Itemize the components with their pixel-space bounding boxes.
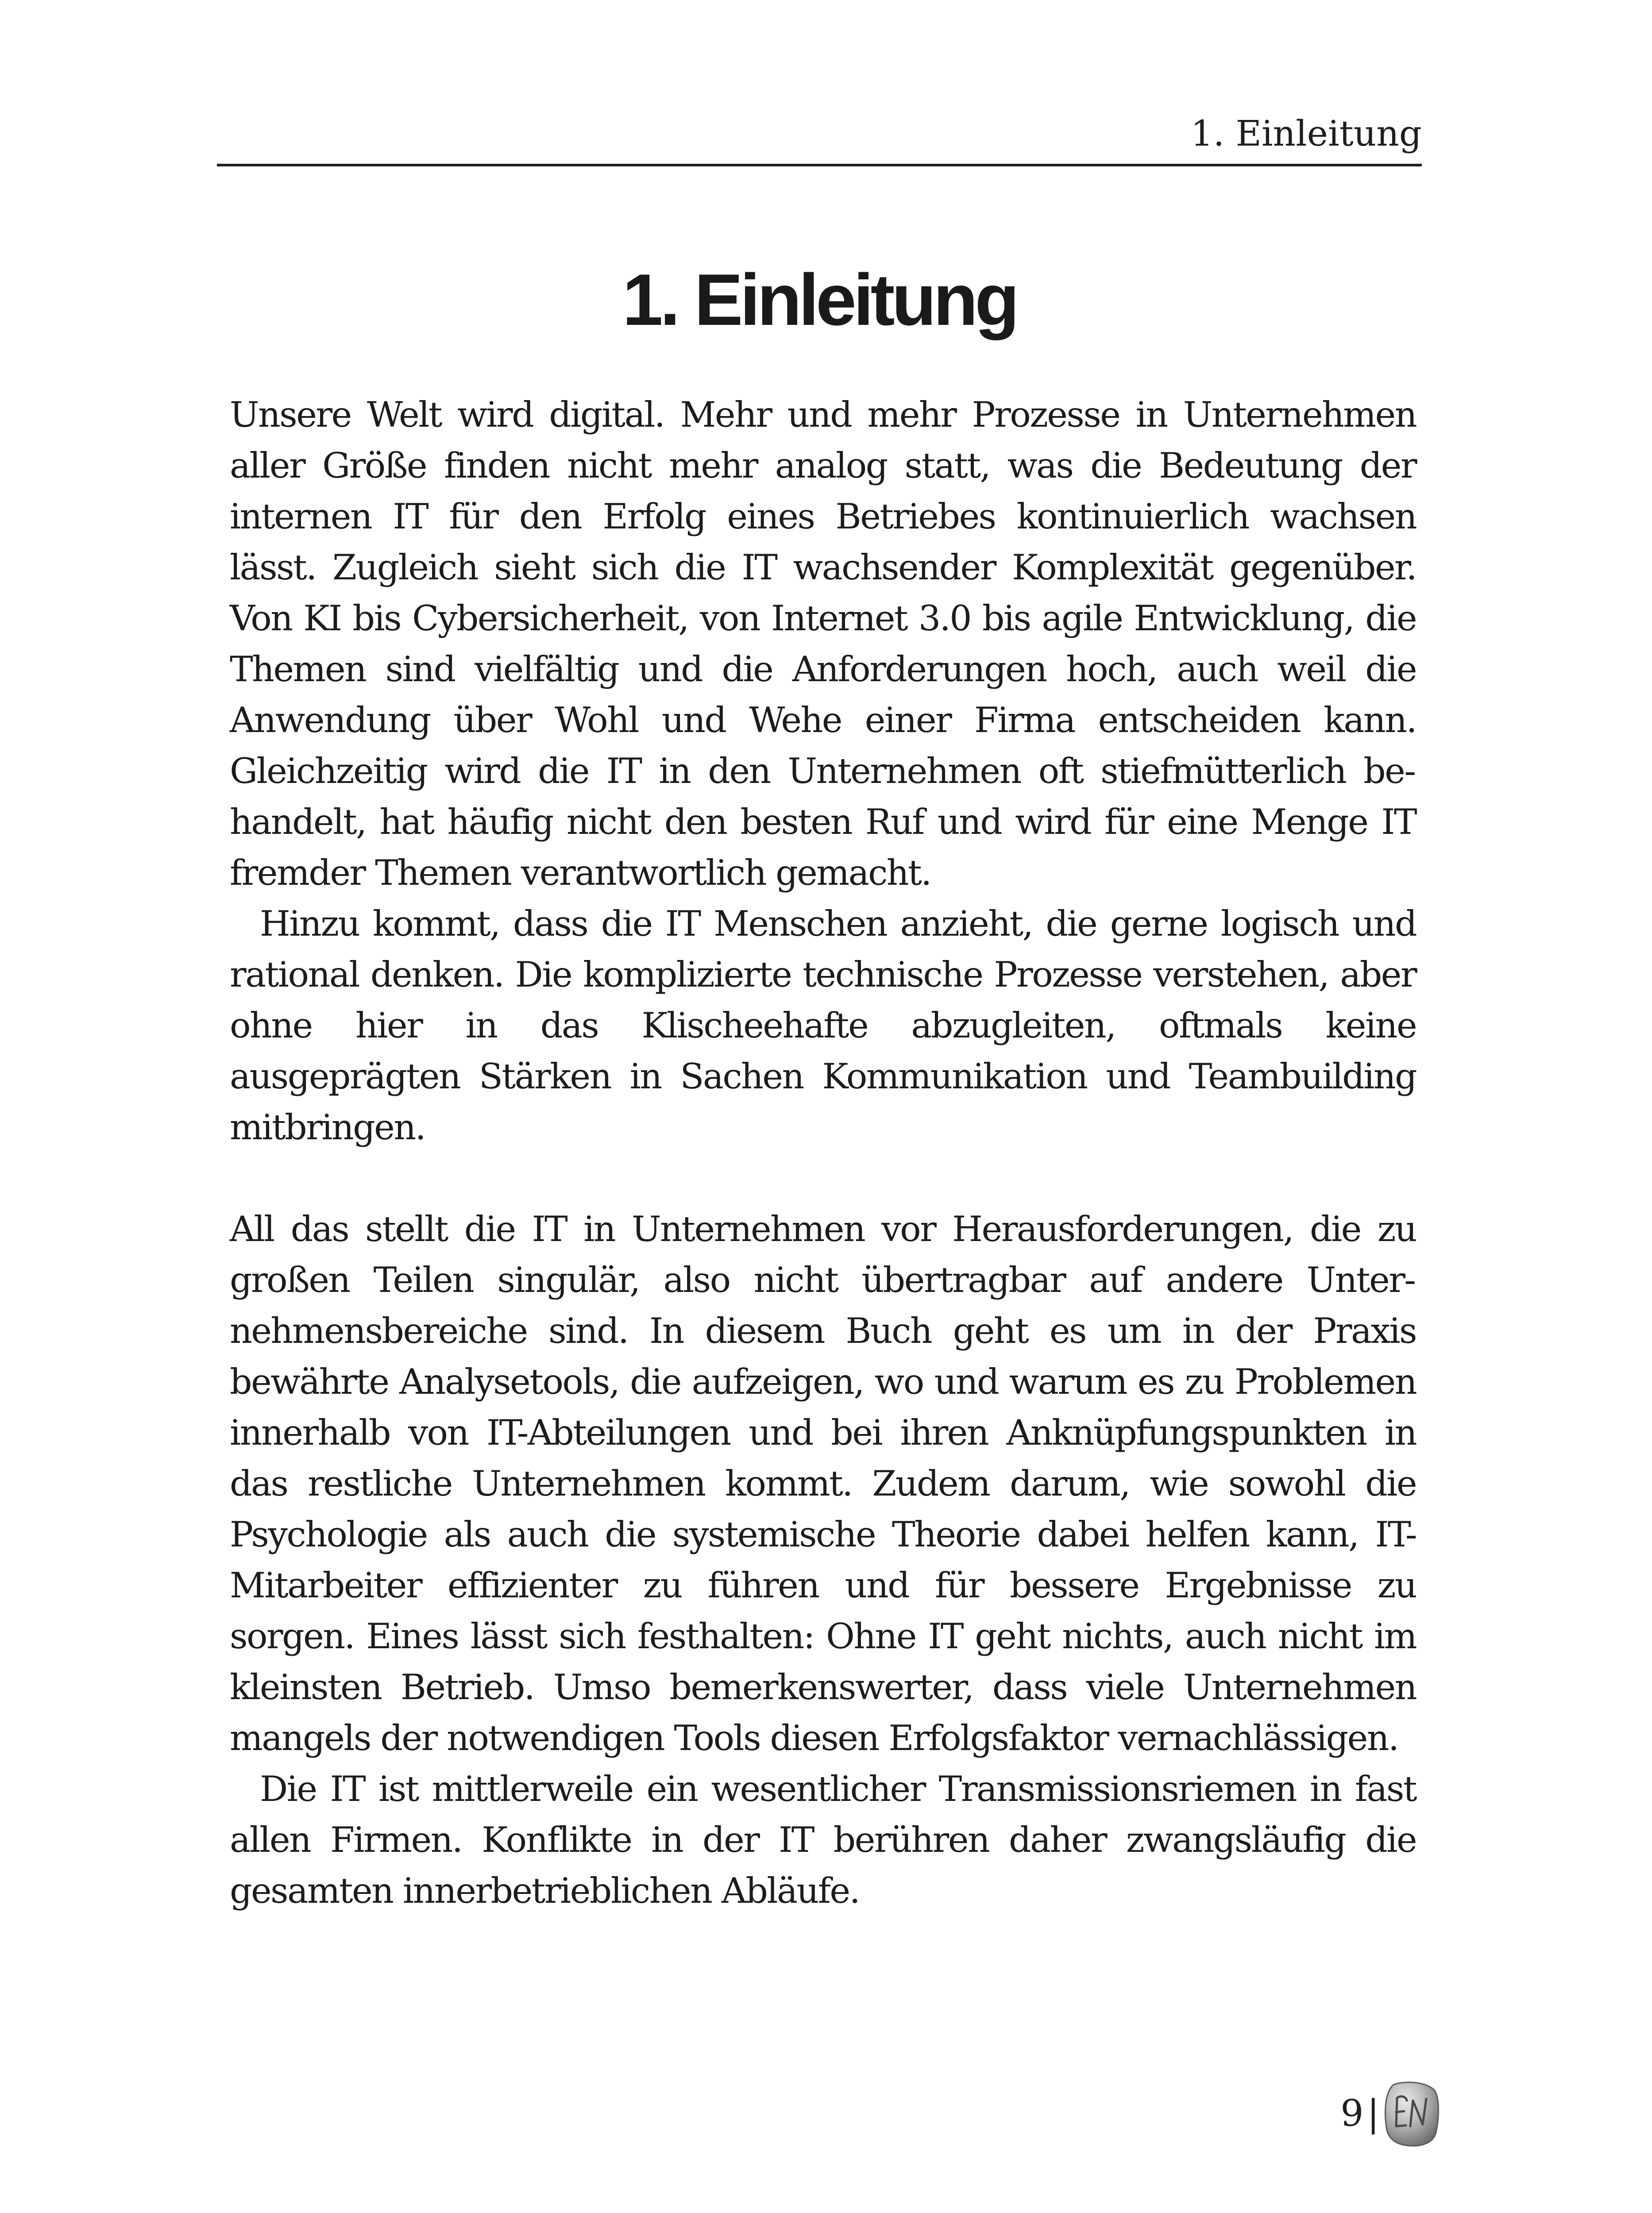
paragraph-it-people: Hinzu kommt, dass die IT Menschen anzieht, die gerne logisch und rational denken. Die komplizierte technische Prozesse verstehen, aber ohne hier in das Klischeehafte abzugleiten, oftmals keine ausgeprägten Stärken in Sachen Kommunikation und Teambuilding mitbringen.: [230, 903, 1416, 1148]
stone-logo-icon: [1384, 2080, 1440, 2147]
page-footer: [1340, 2080, 1440, 2147]
paragraph-transmission: Die IT ist mittlerweile ein wesentlicher Transmissionsriemen in fast allen Firmen. Konflikte in der IT berühren daher zwangsläufig die gesamten innerbetrieblichen Abläufe.: [230, 1769, 1416, 1911]
paragraph-challenges: All das stellt die IT in Unternehmen vor Herausforderungen, die zu großen Teilen singulär, also nicht übertragbar auf andere Unternehmensbereiche sind. In diesem Buch geht es um in der Praxis bewährte Analysetools, die aufzeigen, wo und warum es zu Problemen innerhalb von IT-Abteilungen und bei ihren Anknüpfungspunkten in das restliche Unternehmen kommt. Zudem darum, wie sowohl die Psychologie als auch die systemische Theorie dabei helfen kann, IT-Mitarbeiter effizienter zu führen und für bessere Ergebnisse zu sorgen. Eines lässt sich festhalten: Ohne IT geht nichts, auch nicht im kleinsten Betrieb. Umso bemerkenswerter, dass viele Unternehmen mangels der notwendigen Tools diesen Erfolgsfaktor vernachlässigen.: [230, 1209, 1416, 1758]
header-rule: [217, 164, 1422, 166]
page-number: 9: [1340, 2093, 1364, 2135]
folio-separator: |: [1367, 2093, 1379, 2135]
running-header: 1. Einleitung: [1190, 113, 1422, 154]
body-text: [230, 389, 1416, 1916]
chapter-title: 1. Einleitung: [622, 259, 1016, 340]
paragraph-intro: Unsere Welt wird digital. Mehr und mehr Prozesse in Unternehmen aller Größe finden nicht mehr analog statt, was die Bedeutung der internen IT für den Erfolg eines Betriebes kontinuierlich wachsen lässt. Zugleich sieht sich die IT wachsender Komplexität gegenüber. Von KI bis Cybersicherheit, von Internet 3.0 bis agile Entwicklung, die Themen sind vielfältig und die Anforderungen hoch, auch weil die Anwendung über Wohl und Wehe einer Firma entscheiden kann. Gleichzeitig wird die IT in den Unternehmen oft stiefmütterlich behandelt, hat häufig nicht den besten Ruf und wird für eine Menge IT fremder Themen verantwortlich gemacht.: [230, 394, 1416, 893]
